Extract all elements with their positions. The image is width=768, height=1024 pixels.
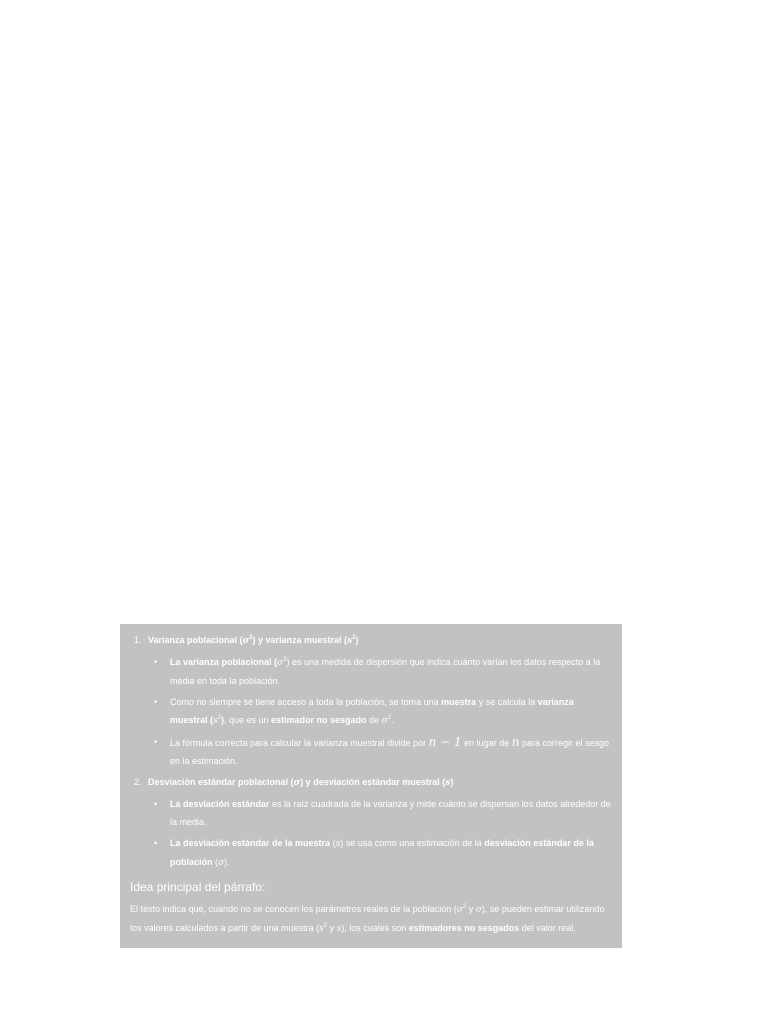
item-number: 1. [134, 635, 142, 645]
item-number: 2. [134, 777, 142, 787]
bullet-icon: • [154, 838, 158, 848]
section-heading: Idea principal del párrafo: [130, 880, 266, 894]
list-item [134, 773, 612, 872]
item-title: Varianza poblacional $(\sigma^2)$ y varianza muestral $(s^2)$ [148, 635, 359, 646]
bullet-list [148, 795, 612, 872]
content-panel [120, 624, 622, 948]
bullet-icon: • [154, 697, 158, 707]
bullet-list [148, 653, 612, 770]
bullet-item: • La desviación estándar es la raíz cuadrada de la varianza y mide cuánto se dispersan los datos alrededor de la media. [170, 795, 612, 831]
bullet-item: • La varianza poblacional $(\sigma^2)$ es una medida de dispersión que indica cuánto varían los datos respecto a la media en toda la población. [170, 653, 612, 690]
item-title: Desviación estándar poblacional (σ) y desviación estándar muestral (s) [148, 777, 454, 788]
bullet-icon: • [154, 657, 158, 667]
bullet-icon: • [154, 799, 158, 809]
bullet-item: • Como no siempre se tiene acceso a toda la población, se toma una muestra y se calcula la varianza muestral $(s^2)$, que es un estimador no sesgado de $\sigma^2$. [170, 693, 612, 730]
bullet-icon: • [154, 737, 158, 747]
bullet-item: • La fórmula correcta para calcular la varianza muestral divide por n − 1 en lugar de n para corregir el sesgo en la estimación. [154, 735, 609, 766]
summary-paragraph: El texto indica que, cuando no se conocen los parámetros reales de la población ($\sigma^2$ y σ), se pueden estimar utilizando los valores calculados a partir de una muestra ($s^2$ y s), los cuales son estimadores no sesgados del valor real. [130, 904, 605, 934]
list-item [134, 631, 612, 770]
numbered-list [130, 631, 612, 872]
bullet-item: • La desviación estándar de la muestra (s) se usa como una estimación de la desviación estándar de la población (σ). [170, 834, 612, 872]
